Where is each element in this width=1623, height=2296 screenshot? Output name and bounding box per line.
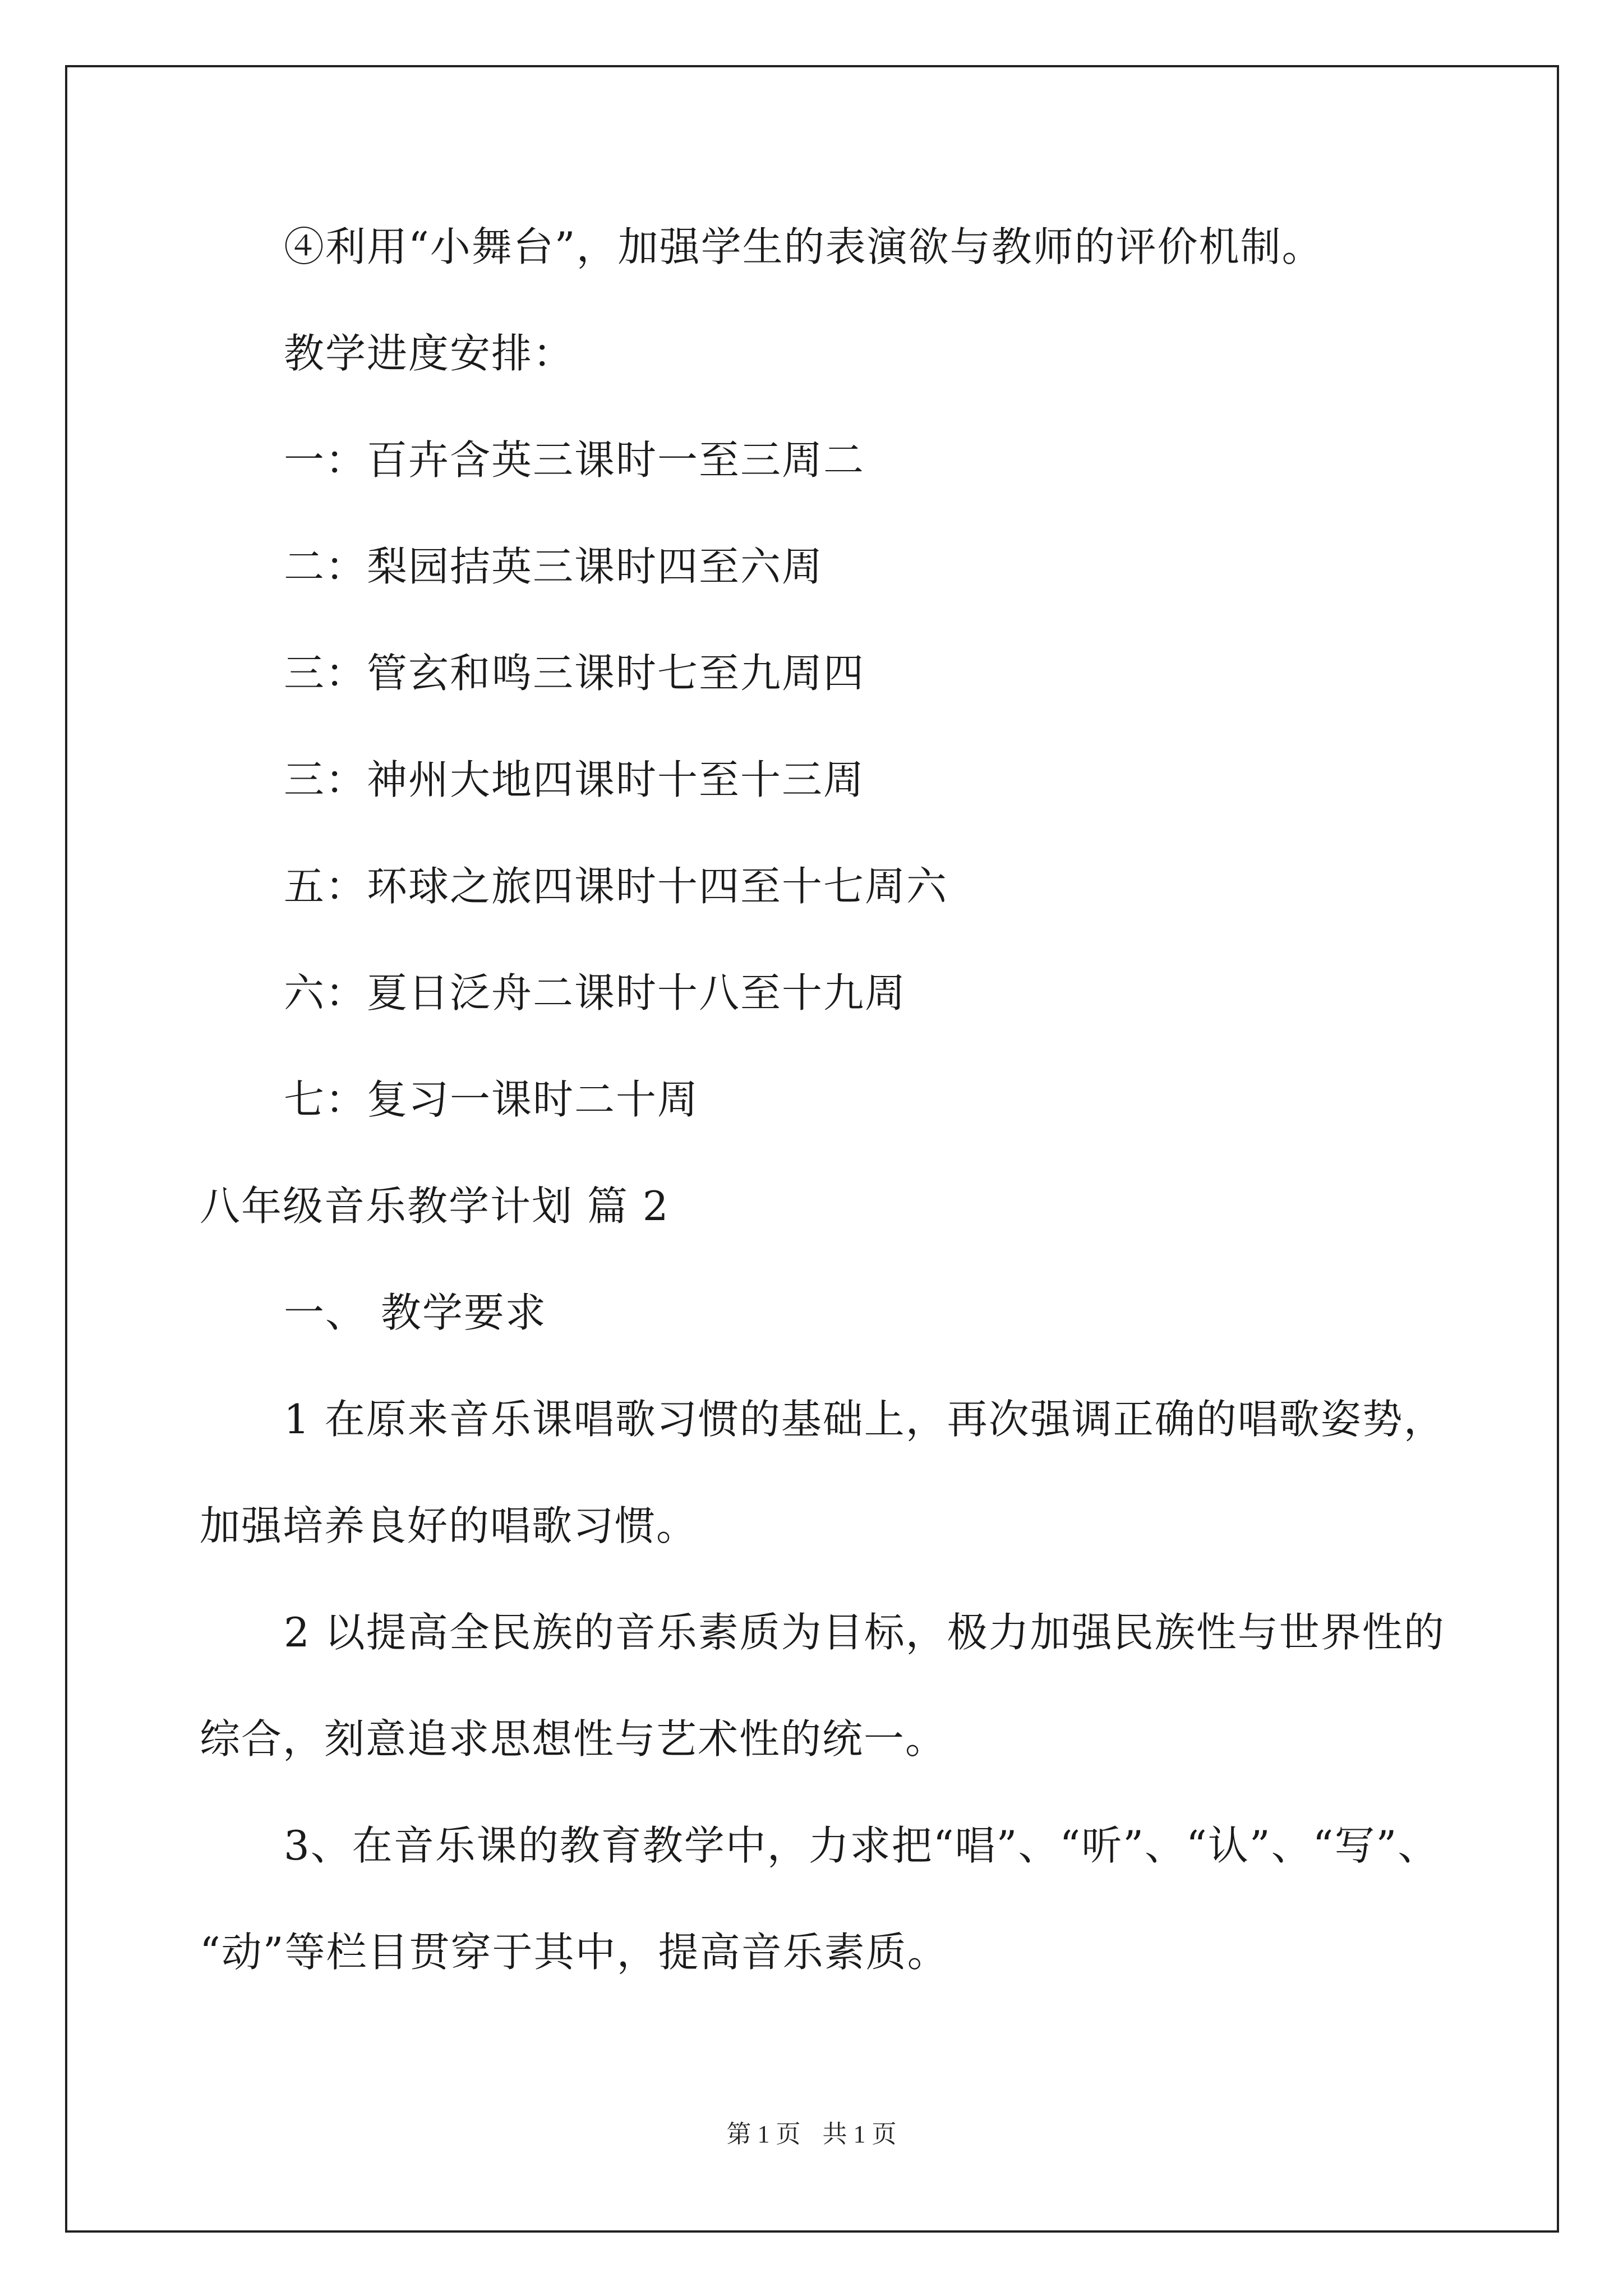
- section-title: 八年级音乐教学计划 篇 2: [200, 1182, 670, 1230]
- page-frame: [65, 65, 1559, 2233]
- schedule-item-6: 六：夏日泛舟二课时十八至十九周: [284, 969, 907, 1016]
- schedule-item-2: 二：梨园拮英三课时四至六周: [284, 543, 824, 590]
- page-total: 共 1 页: [822, 2120, 897, 2148]
- schedule-item-4: 三：神州大地四课时十至十三周: [284, 756, 865, 803]
- requirement-2-line-1: 2 以提高全民族的音乐素质为目标，极力加强民族性与世界性的: [284, 1609, 1445, 1656]
- requirement-3-line-2: “动”等栏目贯穿于其中，提高音乐素质。: [200, 1929, 949, 1976]
- schedule-item-3: 三：管玄和鸣三课时七至九周四: [284, 650, 865, 697]
- requirement-1-line-1: 1 在原来音乐课唱歌习惯的基础上，再次强调正确的唱歌姿势，: [284, 1396, 1445, 1443]
- schedule-item-1: 一：百卉含英三课时一至三周二: [284, 436, 865, 484]
- requirement-3-line-1: 3、在音乐课的教育教学中，力求把“唱”、“听”、“认”、“写”、: [284, 1822, 1440, 1869]
- page-footer: [0, 2118, 1623, 2151]
- schedule-heading: 教学进度安排：: [284, 330, 575, 377]
- page-number: 第 1 页: [726, 2120, 801, 2148]
- requirement-2-line-2: 综合，刻意追求思想性与艺术性的统一。: [200, 1715, 947, 1763]
- paragraph-stage-evaluation: ④利用“小舞台”，加强学生的表演欲与教师的评价机制。: [284, 223, 1324, 270]
- schedule-item-7: 七：复习一课时二十周: [284, 1076, 699, 1123]
- schedule-item-5: 五：环球之旅四课时十四至十七周六: [284, 863, 948, 910]
- requirements-heading: 一、 教学要求: [284, 1289, 547, 1336]
- requirement-1-line-2: 加强培养良好的唱歌习惯。: [200, 1502, 698, 1549]
